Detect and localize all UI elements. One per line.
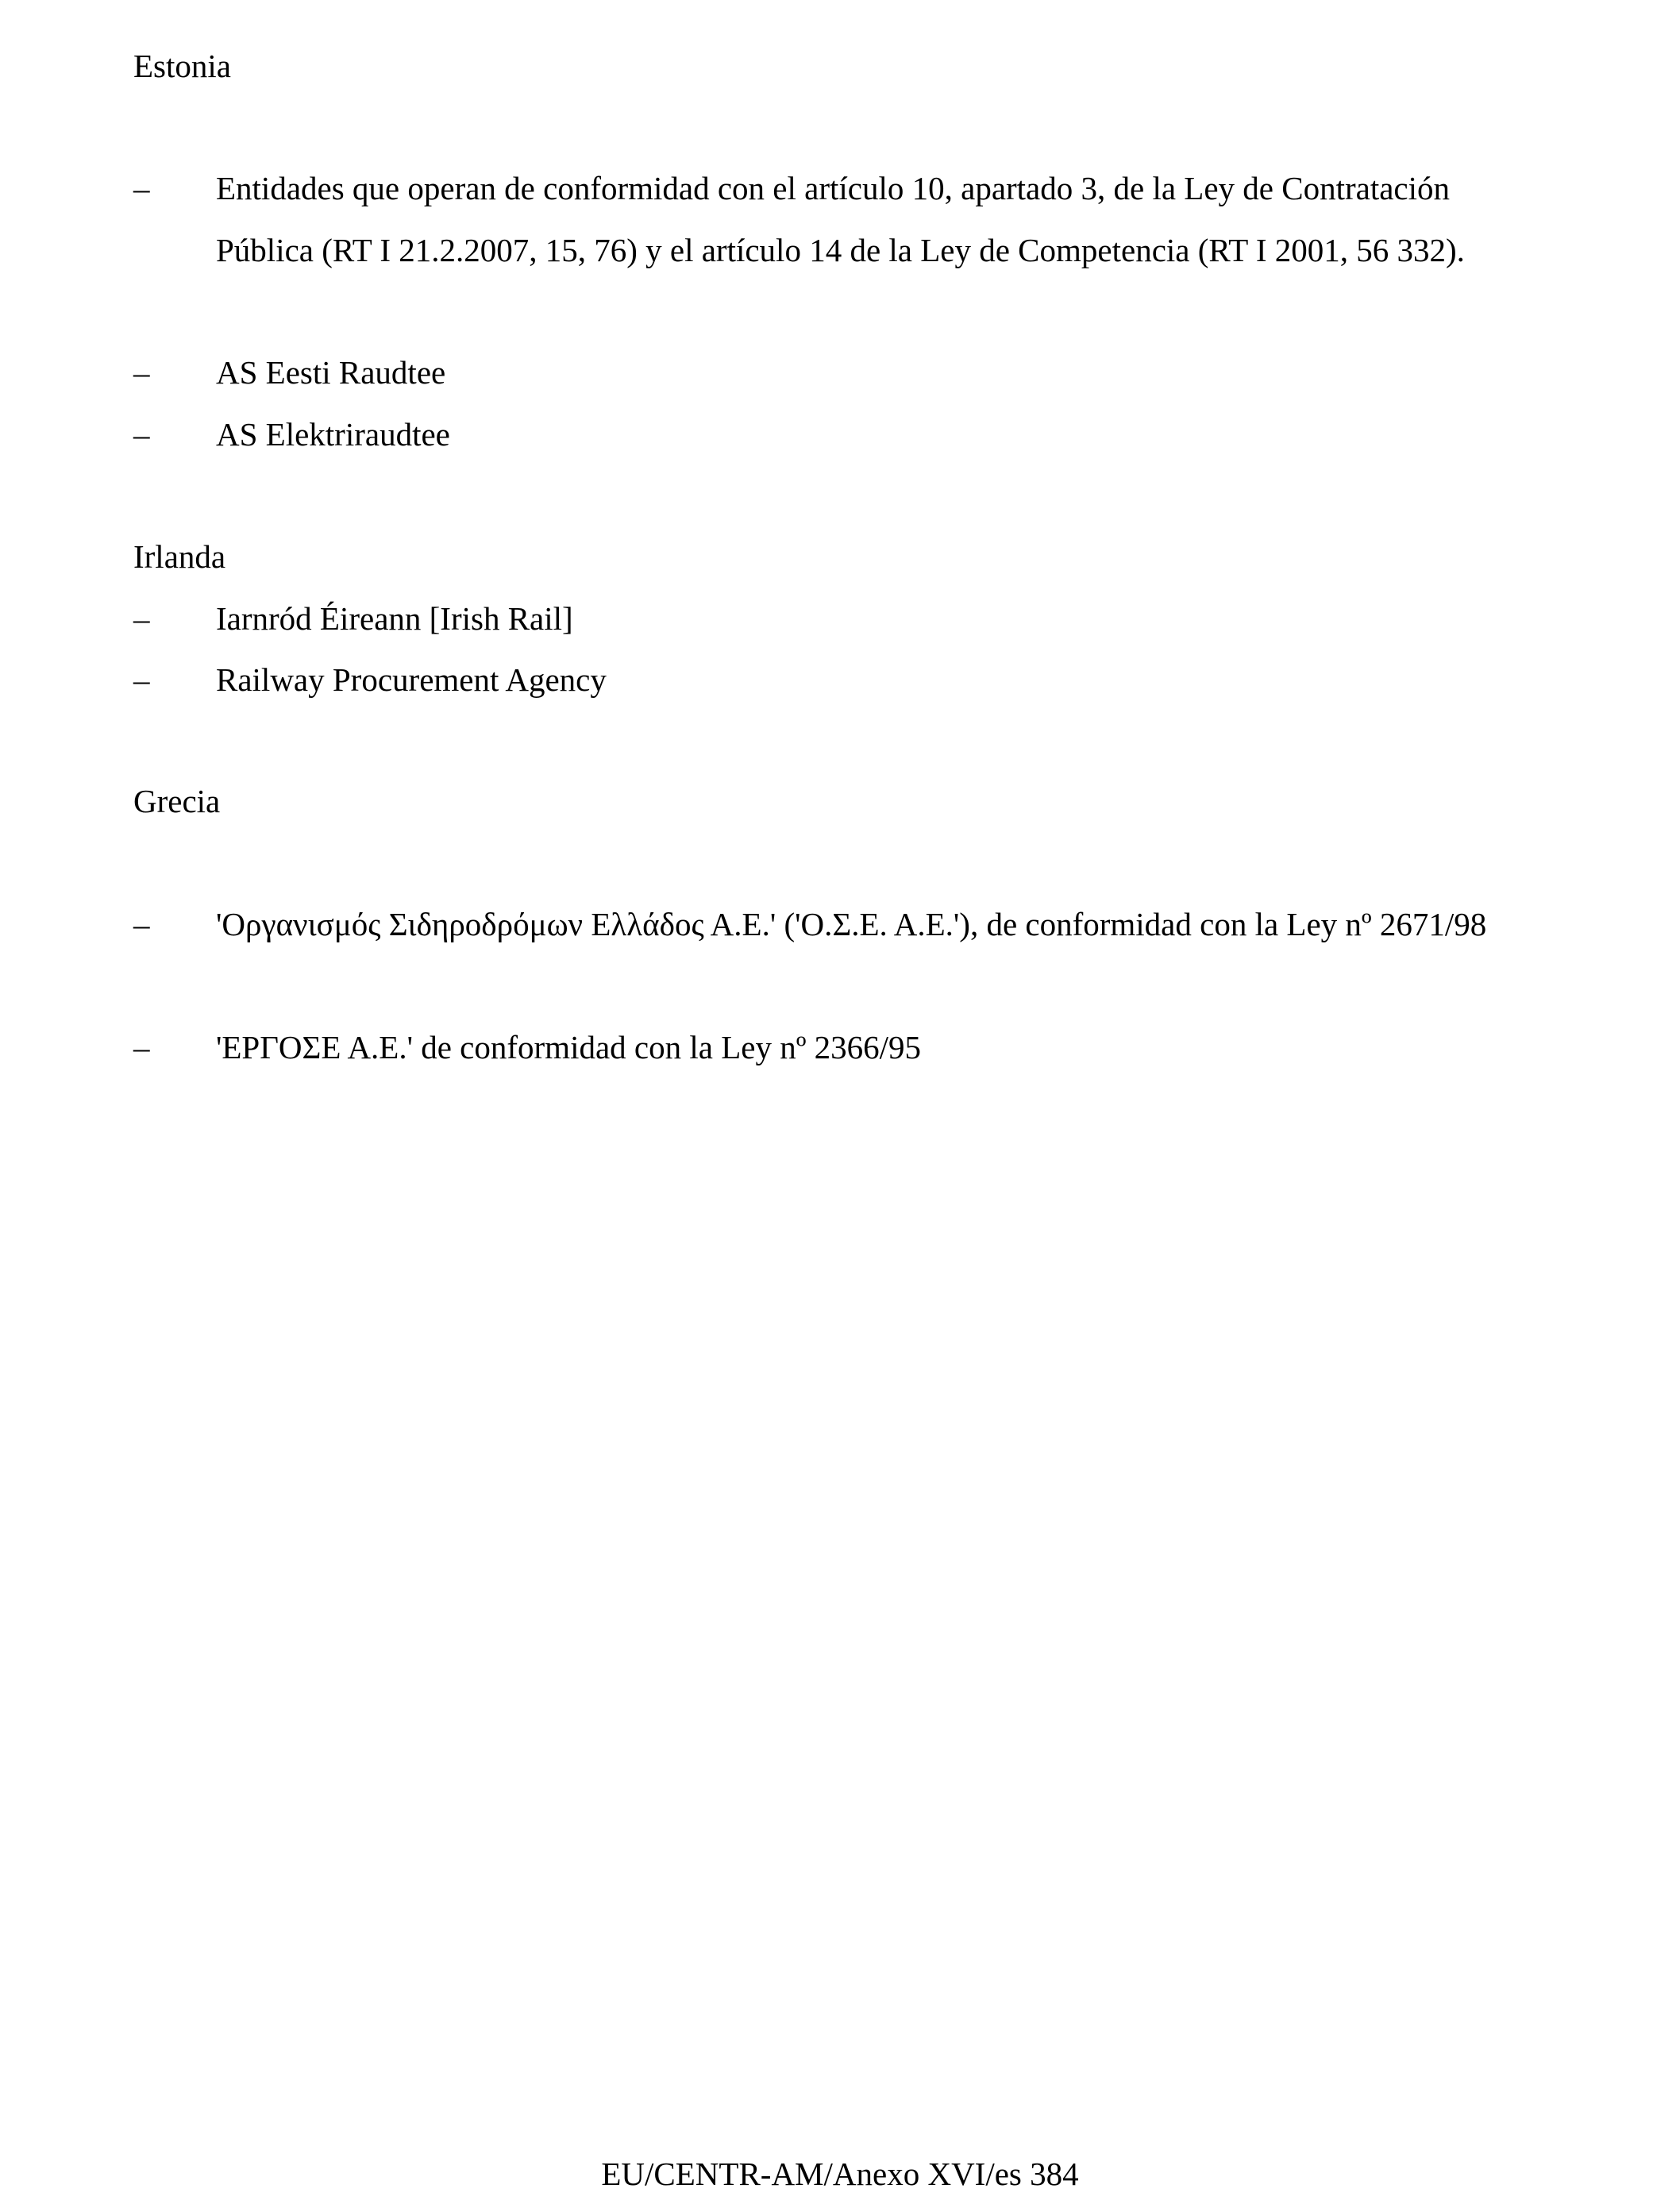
list-item-text: AS Eesti Raudtee: [216, 354, 446, 391]
bullet-dash: –: [133, 661, 150, 698]
section-heading-grecia: Grecia: [133, 783, 221, 819]
list-item-text: 'Οργανισμός Σιδηροδρόμων Ελλάδος Α.Ε.' ('Ο.Σ.Ε. Α.Ε.'), de conformidad con la Ley nº 2671/98: [216, 906, 1487, 942]
bullet-dash: –: [133, 416, 150, 453]
list-item: [133, 403, 1547, 465]
section-heading-irlanda: Irlanda: [133, 538, 226, 575]
bullet-dash: –: [133, 354, 150, 391]
list-item: [133, 893, 1547, 955]
section-heading-estonia: Estonia: [133, 48, 231, 84]
bullet-dash: –: [133, 906, 150, 942]
bullet-dash: –: [133, 170, 150, 206]
bullet-dash: –: [133, 600, 150, 637]
list-item: [133, 157, 1547, 281]
bullet-dash: –: [133, 1029, 150, 1065]
list-item-text: Railway Procurement Agency: [216, 661, 607, 698]
list-item: [133, 588, 1547, 649]
list-item-text: Iarnród Éireann [Irish Rail]: [216, 600, 573, 637]
list-item: [133, 649, 1547, 711]
list-item: [133, 1016, 1547, 1078]
page-footer: EU/CENTR-AM/Anexo XVI/es 384: [601, 2156, 1079, 2192]
list-item-text: 'ΕΡΓΟΣΕ Α.Ε.' de conformidad con la Ley nº 2366/95: [216, 1029, 922, 1065]
list-item-text: Entidades que operan de conformidad con el artículo 10, apartado 3, de la Ley de Contratación Pública (RT I 21.2.2007, 15, 76) y el artículo 14 de la Ley de Competencia (RT I 2001, 56 332).: [216, 170, 1465, 268]
list-item-text: AS Elektriraudtee: [216, 416, 450, 453]
list-item: [133, 341, 1547, 403]
